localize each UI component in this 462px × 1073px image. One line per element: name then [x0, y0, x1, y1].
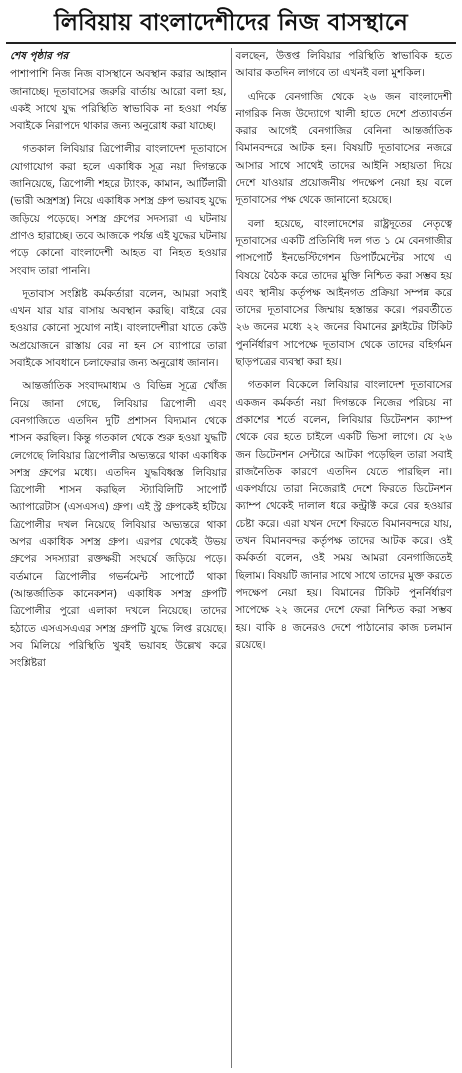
paragraph: বলা হয়েছে, বাংলাদেশের রাষ্ট্রদূতের নেতৃত্বে দূতাবাসের একটি প্রতিনিধি দল গত ১ মে বেনগাজীর পাসপোর্ট ইনভেস্টিগেশন ডিপার্টমেন্টের সাথে এ বিষয়ে বৈঠক করে তাদের মুক্তি নিশ্চিত করা সম্ভব হয় এবং স্থানীয় কর্তৃপক্ষ আইনগত প্রক্রিয়া সম্পন্ন করে তাদের দূতাবাসের জিম্মায় হস্তান্তর করে। পরবর্তীতে ২৬ জনের মধ্যে ২২ জনের বিমানের ফ্লাইটের টিকিট পুনর্নির্ধারণ সাপেক্ষে দূতাবাস থেকে তাদের বহির্গমন ছাড়পত্রের ব্যবস্থা করা হয়। [235, 217, 452, 369]
paragraph: দূতাবাস সংশ্লিষ্ট কর্মকর্তারা বলেন, আমরা সবাই এখন যার যার বাসায় অবস্থান করছি। বাইরে বের হওয়ার কোনো সুযোগ নাই। বাংলাদেশীরা যাতে কেউ অপ্রয়োজনে রাস্তায় বের না হন সে ব্যাপারে তারা সবাইকে সাবধানে চলাফেরার জন্য অনুরোধ জানান। [10, 287, 227, 370]
paragraph: পাশাপাশি নিজ নিজ বাসস্থানে অবস্থান করার আহ্বান জানাচ্ছে। দূতাবাসের জরুরি বার্তায় আরো বলা হয়, একই সাথে যুদ্ধ পরিস্থিতি স্বাভাবিক না হওয়া পর্যন্ত সবাইকে নিরাপদে থাকার জন্য অনুরোধ করা যাচ্ছে। [10, 68, 227, 133]
paragraph: আন্তর্জাতিক সংবাদমাধ্যম ও বিভিন্ন সূত্রে খোঁজ নিয়ে জানা গেছে, লিবিয়ার ত্রিপোলী এবং বেনগাজিতে এতদিন দুটি প্রশাসন বিদ্যমান থেকে শাসন করছিল। কিন্তু গতকাল থেকে শুরু হওয়া যুদ্ধটি লেগেছে লিবিয়ার ত্রিপোলীর অভ্যন্তরে থাকা একাধিক সশস্ত্র গ্রুপের মধ্যে। এতদিন যুদ্ধবিধ্বস্ত লিবিয়ার ত্রিপোলী শাসন করছিল স্ট্যাবিলিটি সাপোর্ট অ্যাপারেটাস (এসএসএ) গ্রুপ। এই স্ট্র গ্রুপকেই হটিয়ে ত্রিপোলীর দখল নিয়েছে লিবিয়ার অভ্যন্তরে থাকা অপর একাধিক সশস্ত্র গ্রুপ। এরপর থেকেই উভয় গ্রুপের সদস্যারা রক্তক্ষয়ী সংঘর্ষে জড়িয়ে পড়ে। বর্তমানে ত্রিপোলীর গভর্নমেন্ট সাপোর্টে থাকা (আন্তর্জাতিক কানেকশন) একাধিক সশস্ত্র গ্রুপটি ত্রিপোলীর পুরো এলাকা দখলে নিয়েছে। তাদের হঠাতে এসএসএএর সশস্ত্র গ্রুপটি যুদ্ধে লিপ্ত রয়েছে। সব মিলিয়ে পরিস্থিতি খুবই ভয়াবহ উল্লেখ করে সংশ্লিষ্টরা [10, 380, 227, 670]
article-body [6, 48, 456, 1068]
column-left [6, 48, 231, 1068]
headline: লিবিয়ায় বাংলাদেশীদের নিজ বাসস্থানে [6, 6, 456, 44]
column-right [231, 48, 457, 1068]
paragraph: বলছেন, উত্তপ্ত লিবিয়ার পরিস্থিতি স্বাভাবিক হতে আবার কতদিন লাগবে তা এখনই বলা মুশকিল। [235, 50, 452, 80]
continuation-kicker: শেষ পৃষ্ঠার পর [10, 50, 69, 62]
paragraph: গতকাল লিবিয়ার ত্রিপোলীর বাংলাদেশ দূতাবাসে যোগাযোগ করা হলে একাধিক সূত্র নয়া দিগন্তকে জানিয়েছে, ত্রিপোলী শহরে ট্যাংক, কামান, আর্টিলারী (ভারী অস্ত্রশস্ত্র) নিয়ে একাধিক সশস্ত্র গ্রুপ ভয়াবহ যুদ্ধে জড়িয়ে পড়েছে। সশস্ত্র গ্রুপের সদস্যরা এ ঘটনায় প্রাণও হারাচ্ছে। তবে আজকে পর্যন্ত এই যুদ্ধের ঘটনায় পড়ে কোনো বাংলাদেশী আহত বা নিহত হওয়ার সংবাদ তারা পাননি। [10, 143, 227, 277]
paragraph: এদিকে বেনগাজি থেকে ২৬ জন বাংলাদেশী নাগরিক নিজ উদ্যোগে খালী হাতে দেশে প্রত্যাবর্তন করার আগেই বেনগাজির বেনিনা আন্তর্জাতিক বিমানবন্দরে আটক হন। বিষয়টি দূতাবাসের নজরে আসার সাথে সাথেই তাদের আইনি সহায়তা দিয়ে দেশে যাওয়ার প্রয়োজনীয় পদক্ষেপ নেয়া হয় বলে দূতাবাসের পক্ষ থেকে জানানো হয়েছে। [235, 90, 452, 207]
paragraph: গতকাল বিকেলে লিবিয়ার বাংলাদেশ দূতাবাসের একজন কর্মকর্তা নয়া দিগন্তকে নিজের পরিচয় না প্রকাশের শর্তে বলেন, লিবিয়ার ডিটেনশন ক্যাম্প থেকে বের হতে চাইলে একটি ভিসা লাগে। যে ২৬ জন ডিটেনশন সেন্টারে আটকা পড়েছিল তারা সবাই রাজনৈতিক কারণে এতদিন যেতে পারছিল না। একপর্যায়ে তারা নিজেরাই দেশে ফিরতে ডিটেনশন ক্যাম্প থেকেই দালাল ধরে কন্ট্রাক্ট করে বের হওয়ার চেষ্টা করে। এরা যখন দেশে ফিরতে বিমানবন্দরে যায়, তখন বিমানবন্দর কর্তৃপক্ষ তাদের আটক করে। ওই কর্মকর্তা বলেন, ওই সময় আমরা বেনগাজিতেই ছিলাম। বিষয়টি জানার সাথে সাথে তাদের মুক্ত করতে পদক্ষেপ নেয়া হয়। বিমানের টিকিট পুনর্নির্ধারণ সাপেক্ষে ২২ জনের দেশে ফেরা নিশ্চিত করা সম্ভব হয়। বাকি ৪ জনেরও দেশে পাঠানোর কাজ চলমান রয়েছে। [235, 379, 452, 651]
